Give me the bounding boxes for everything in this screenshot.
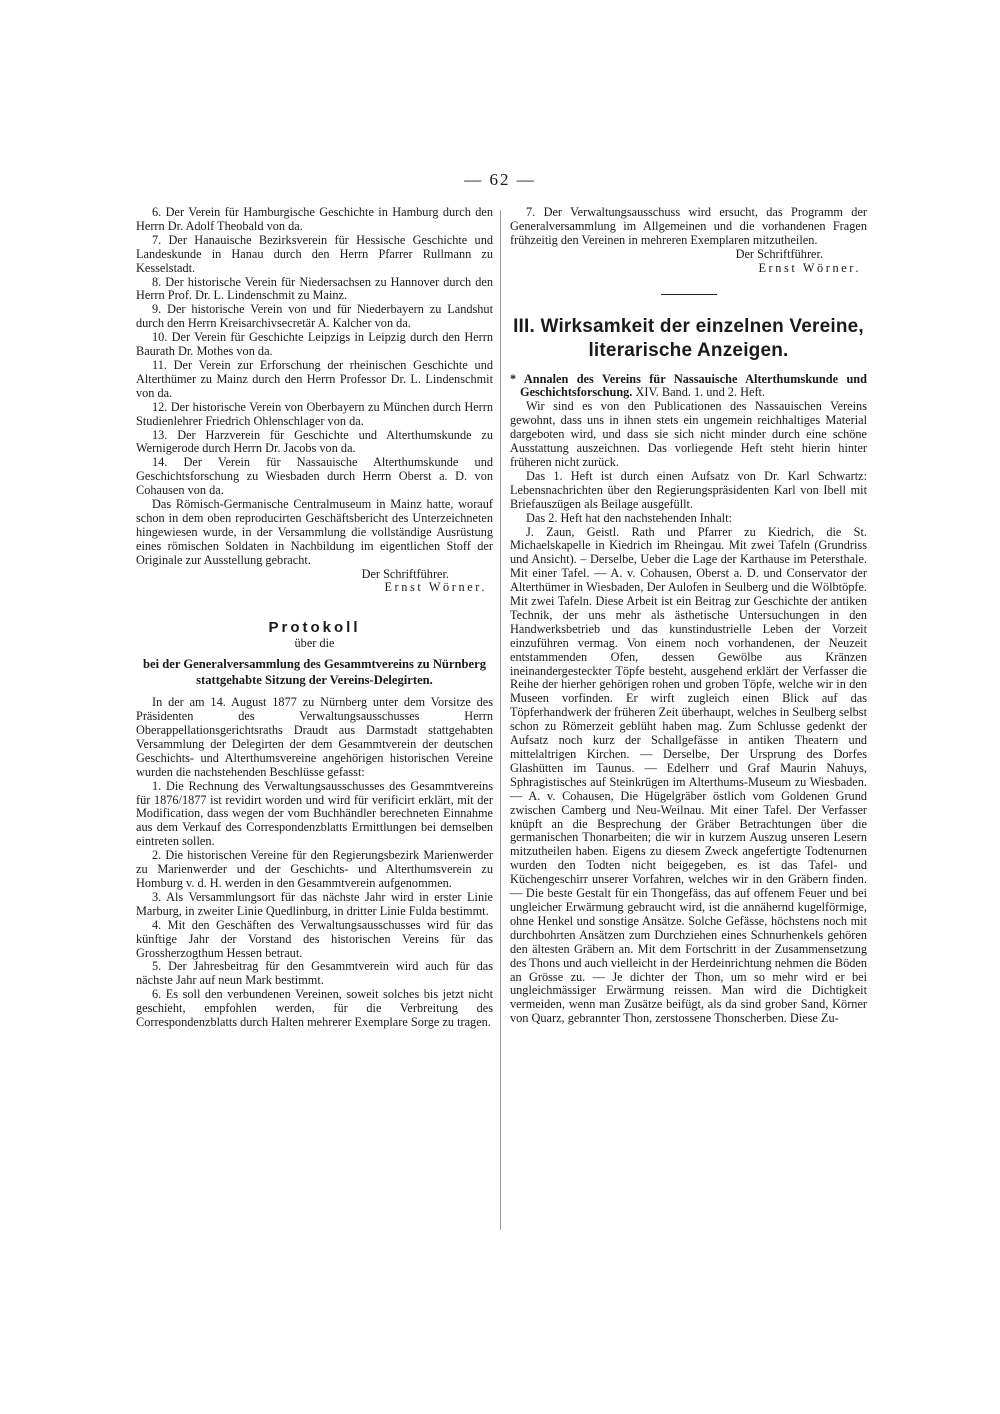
protokoll-intro: In der am 14. August 1877 zu Nürnberg unter dem Vorsitze des Präsidenten des Verwaltungsausschusses Herrn Oberappellationsgerichtsraths Draudt aus Darmstadt stattgehabten Versammlung der Delegirten der dem Gesammtverein der deutschen Geschichts- und Alterthumsvereine angehörigen historischen Vereine wurden die nachstehenden Beschlüsse gefasst:	[136, 695, 493, 779]
review-paragraph-1: Wir sind es von den Publicationen des Nassauischen Vereins gewohnt, dass uns in ihnen stets ein ungemein reichhaltiges Material dargeboten wird, und dass sie sich nicht minder durch eine schöne Ausstattung auszeichnen. Das vorliegende Heft steht hierin hinter früheren nicht zurück.	[510, 399, 867, 469]
signature-role: Der Schriftführer.	[361, 566, 449, 581]
publication-title: * Annalen des Vereins für Nassauische Alterthumskunde und Geschichtsforschung.	[510, 371, 867, 400]
resolution-3: 3. Als Versammlungsort für das nächste Jahr wird in erster Linie Marburg, in zweiter Linie Quedlinburg, in dritter Linie Fulda bestimmt.	[136, 889, 493, 918]
delegate-entry-14: 14. Der Verein für Nassauische Alterthumskunde und Geschichtsforschung zu Wiesbaden durch Herrn Oberst a. D. von Cohausen von da.	[136, 455, 493, 498]
protokoll-title: Protokoll	[268, 619, 361, 637]
resolution-1: 1. Die Rechnung des Verwaltungsausschusses des Gesammtvereins für 1876/1877 ist revidirt worden und wird für verificirt erklärt, mit der Modification, dass wegen der vom Buchhändler berechneten Einnahme aus dem Verkauf des Correspondenzblatts Ermittlungen bei demselben eintreten sollen.	[136, 778, 493, 849]
delegate-entry-10: 10. Der Verein für Geschichte Leipzigs in Leipzig durch den Herrn Baurath Dr. Mothes von da.	[136, 330, 493, 359]
resolution-4: 4. Mit den Geschäften des Verwaltungsausschusses wird für das künftige Jahr der Vorstand des historischen Vereins für das Grossherzogthum Hessen betraut.	[136, 917, 493, 960]
signature-role-right: Der Schriftführer.	[735, 246, 823, 261]
protokoll-ueber: über die	[294, 636, 335, 651]
delegate-entry-11: 11. Der Verein zur Erforschung der rheinischen Geschichte und Alterthümer zu Mainz durch den Herrn Professor Dr. L. Lindenschmit von da.	[136, 357, 493, 400]
signature-name-right: Ernst Wörner.	[758, 260, 861, 275]
delegate-entry-13: 13. Der Harzverein für Geschichte und Alterthumskunde zu Wernigerode durch Herrn Dr. Jacobs von da.	[136, 427, 493, 456]
museum-paragraph: Das Römisch-Germanische Centralmuseum in Mainz hatte, worauf schon in dem oben reproducirten Geschäftsbericht des Unterzeichneten hingewiesen wurde, in der Versammlung die vollständige Ausrüstung eines römischen Soldaten in Nachbildung im eigentlichen Stoff der Originale zur Ausstellung gebracht.	[136, 497, 493, 567]
review-paragraph-4: J. Zaun, Geistl. Rath und Pfarrer zu Kiedrich, die St. Michaelskapelle in Kiedrich im Rheingau. Mit zwei Tafeln (Grundriss und Ansicht). – Derselbe, Ueber die Lage der Karthause im Petersthale. Mit einer Tafel. — A. v. Cohausen, Oberst a. D. und Conservator der Alterthümer in Wiesbaden, Der Aulofen in Seulberg und die Wölbtöpfe. Mit zwei Tafeln. Diese Arbeit ist ein Beitrag zur Geschichte der antiken Technik, der uns mehr als ästhetische Untersuchungen in den Handwerksbetrieb und das kunstindustrielle Leben der Vorzeit einzuführen vermag. Von einem noch vorhandenen, der Neuzeit entstammenden Ofen, dessen Gewölbe aus Kränzen ineinandergesteckter Töpfe besteht, ausgehend erklärt der Verfasser die Reihe der hierher gehörigen rohen und groben Töpfe, welche wir in den Museen vorfinden. Er wirft zugleich einen Blick auf das Töpferhandwerk der früheren Zeit überhaupt, welches in Seulberg selbst schon zu Römerzeit geblüht haben mag. Zum Schlusse gedenkt der Aufsatz noch kurz der Schallgefässe in antiken Theatern und mittelaltrigen Kirchen. — Derselbe, Der Ursprung des Dorfes Glashütten im Taunus. — Edelherr und Graf Maurin Nahuys, Sphragistisches auf Steinkrügen im Alterthums-Museum zu Wiesbaden. — A. v. Cohausen, Die Hügelgräber östlich vom Goldenen Grund zwischen Camberg und Neu-Weilnau. Mit einer Tafel. Der Verfasser knüpft an die Besprechung der Gräber Betrachtungen über die germanischen Thonarbeiten; die wir in kurzem Auszug unseren Lesern mitzutheilen haben. Eigens zu diesem Zweck angefertigte Todtenurnen wurden den Todten nicht beigegeben, es ist das Tafel- und Küchengeschirr unserer Vorfahren, welches wir in den Gräbern finden. — Die beste Gestalt für ein Thongefäss, das auf offenem Feuer und bei ungleicher Erwärmung gebraucht wird, ist die annähernd kugelförmige, ohne Henkel und sonstige Ansätze. Solche Gefässe, höchstens noch mit durchbohrten Ansätzen zum Durchziehen eines Schnurhenkels gehören den ältesten Gräbern an. Mit dem Fortschritt in der Zusammensetzung des Thons und auch vielleicht in der Herdeinrichtung nehmen die Böden an Grösse zu. — Je dichter der Thon, um so mehr wird er bei ungleichmässiger Erwärmung reissen. Man wird die Dichtigkeit vermeiden, wenn man Zusätze beifügt, als da sind grober Sand, Körner von Quarz, gebrannter Thon, zerstossene Thonscherben. Diese Zu-	[510, 524, 867, 1026]
publication-entry	[510, 373, 867, 401]
resolution-6: 6. Es soll den verbundenen Vereinen, soweit solches bis jetzt nicht geschieht, empfohlen werden, für die Verbreitung des Correspondenzblatts durch Halten mehrerer Exemplare Sorge zu tragen.	[136, 987, 493, 1030]
review-paragraph-3: Das 2. Heft hat den nachstehenden Inhalt:	[526, 510, 732, 525]
protokoll-subtitle: bei der Generalversammlung des Gesammtvereins zu Nürnberg stattgehabte Sitzung der Vereins-Delegirten.	[142, 657, 487, 687]
left-column	[136, 206, 493, 1030]
right-column	[510, 206, 867, 1026]
resolution-5: 5. Der Jahresbeitrag für den Gesammtverein wird auch für das nächste Jahr auf neun Mark bestimmt.	[136, 959, 493, 988]
delegate-entry-12: 12. Der historische Verein von Oberbayern zu München durch Herrn Studienlehrer Friedrich Ohlenschlager von da.	[136, 399, 493, 428]
delegate-entry-9: 9. Der historische Verein von und für Niederbayern zu Landshut durch den Herrn Kreisarchivsecretär A. Kalcher von da.	[136, 302, 493, 331]
delegate-entry-7: 7. Der Hanauische Bezirksverein für Hessische Geschichte und Landeskunde in Hanau durch den Herrn Pfarrer Rullmann zu Kesselstadt.	[136, 232, 493, 275]
resolution-2: 2. Die historischen Vereine für den Regierungsbezirk Marienwerder zu Marienwerder und der Geschichts- und Alterthumsverein zu Homburg v. d. H. werden in den Gesammtverein aufgenommen.	[136, 848, 493, 890]
delegate-entry-6: 6. Der Verein für Hamburgische Geschichte in Hamburg durch den Herrn Dr. Adolf Theobald von da.	[136, 205, 493, 233]
section-heading: III. Wirksamkeit der einzelnen Vereine, literarische Anzeigen.	[513, 315, 864, 361]
page-number: — 62 —	[464, 170, 536, 189]
section-rule	[661, 294, 717, 295]
column-divider	[500, 210, 501, 1230]
review-paragraph-2: Das 1. Heft ist durch einen Aufsatz von Dr. Karl Schwartz: Lebensnachrichten über den Regierungspräsidenten Karl von Ibell mit Briefauszügen als Beilage ausgefüllt.	[510, 468, 867, 511]
resolution-7: 7. Der Verwaltungsausschuss wird ersucht, das Programm der Generalversammlung im Allgemeinen und die vorhandenen Fragen frühzeitig den Vereinen in mehreren Exemplaren mitzutheilen.	[510, 205, 867, 247]
signature-name: Ernst Wörner.	[384, 580, 487, 595]
publication-volume: XIV. Band. 1. und 2. Heft.	[632, 385, 766, 400]
delegate-entry-8: 8. Der historische Verein für Niedersachsen zu Hannover durch den Herrn Prof. Dr. L. Lindenschmit zu Mainz.	[136, 274, 493, 303]
